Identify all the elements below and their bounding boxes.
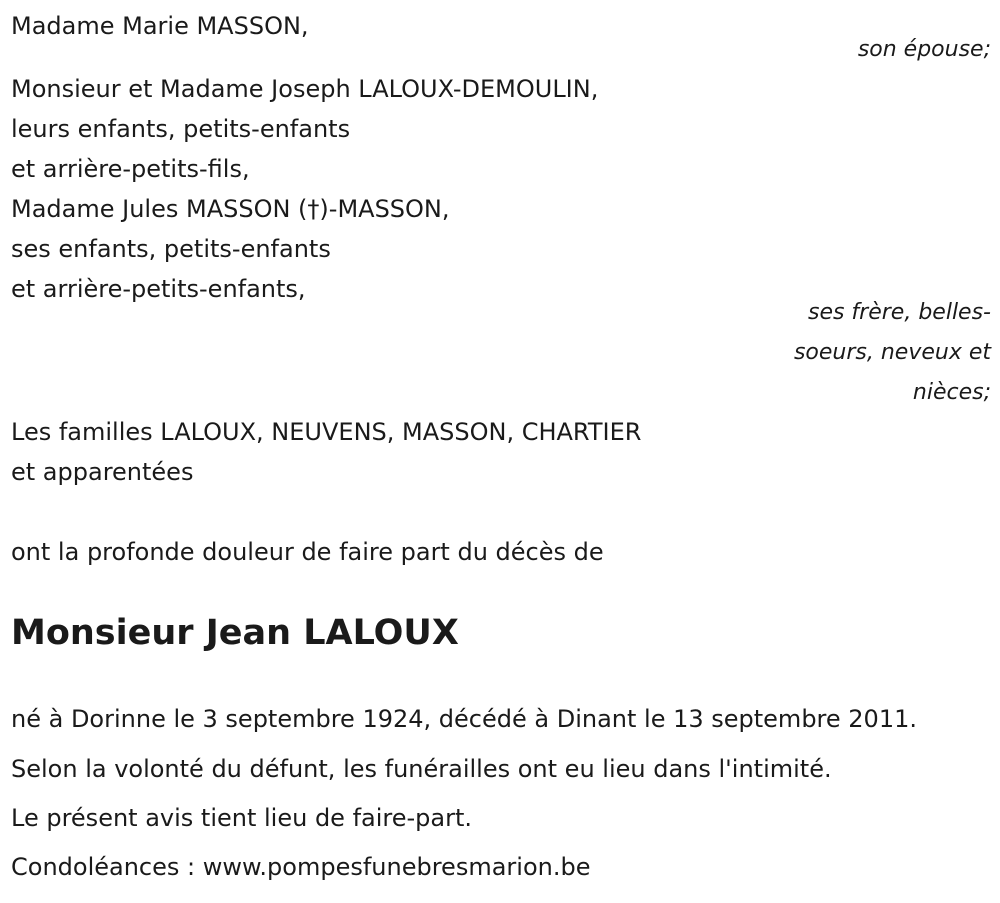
family-line-her-children: ses enfants, petits-enfants — [11, 235, 331, 263]
obituary-notice — [11, 0, 991, 903]
family-line-laloux-demoulin: Monsieur et Madame Joseph LALOUX-DEMOULIN, — [11, 75, 599, 103]
family-line-great-grandchildren: et arrière-petits-enfants, — [11, 275, 306, 303]
announcement-text: ont la profonde douleur de faire part du décès de — [11, 538, 604, 566]
relation-wife: son épouse; — [857, 37, 991, 62]
family-line-families: Les familles LALOUX, NEUVENS, MASSON, CHARTIER — [11, 418, 642, 446]
deceased-name: Monsieur Jean LALOUX — [11, 613, 459, 653]
family-line-jules-masson: Madame Jules MASSON (†)-MASSON, — [11, 195, 450, 223]
birth-death-details: né à Dorinne le 3 septembre 1924, décédé à Dinant le 13 septembre 2011. — [11, 705, 917, 733]
relation-siblings-2: soeurs, neveux et — [793, 340, 991, 365]
relation-siblings-1: ses frère, belles- — [807, 300, 991, 325]
condolences-text: Condoléances : www.pompesfunebresmarion.be — [11, 853, 591, 881]
relation-siblings-3: nièces; — [912, 380, 991, 405]
family-line-great-grandsons: et arrière-petits-fils, — [11, 155, 250, 183]
funeral-details: Selon la volonté du défunt, les funérailles ont eu lieu dans l'intimité. — [11, 755, 832, 783]
family-line-children: leurs enfants, petits-enfants — [11, 115, 351, 143]
family-line-wife: Madame Marie MASSON, — [11, 12, 309, 40]
notice-text: Le présent avis tient lieu de faire-part. — [11, 804, 473, 832]
family-line-relatives: et apparentées — [11, 458, 194, 486]
